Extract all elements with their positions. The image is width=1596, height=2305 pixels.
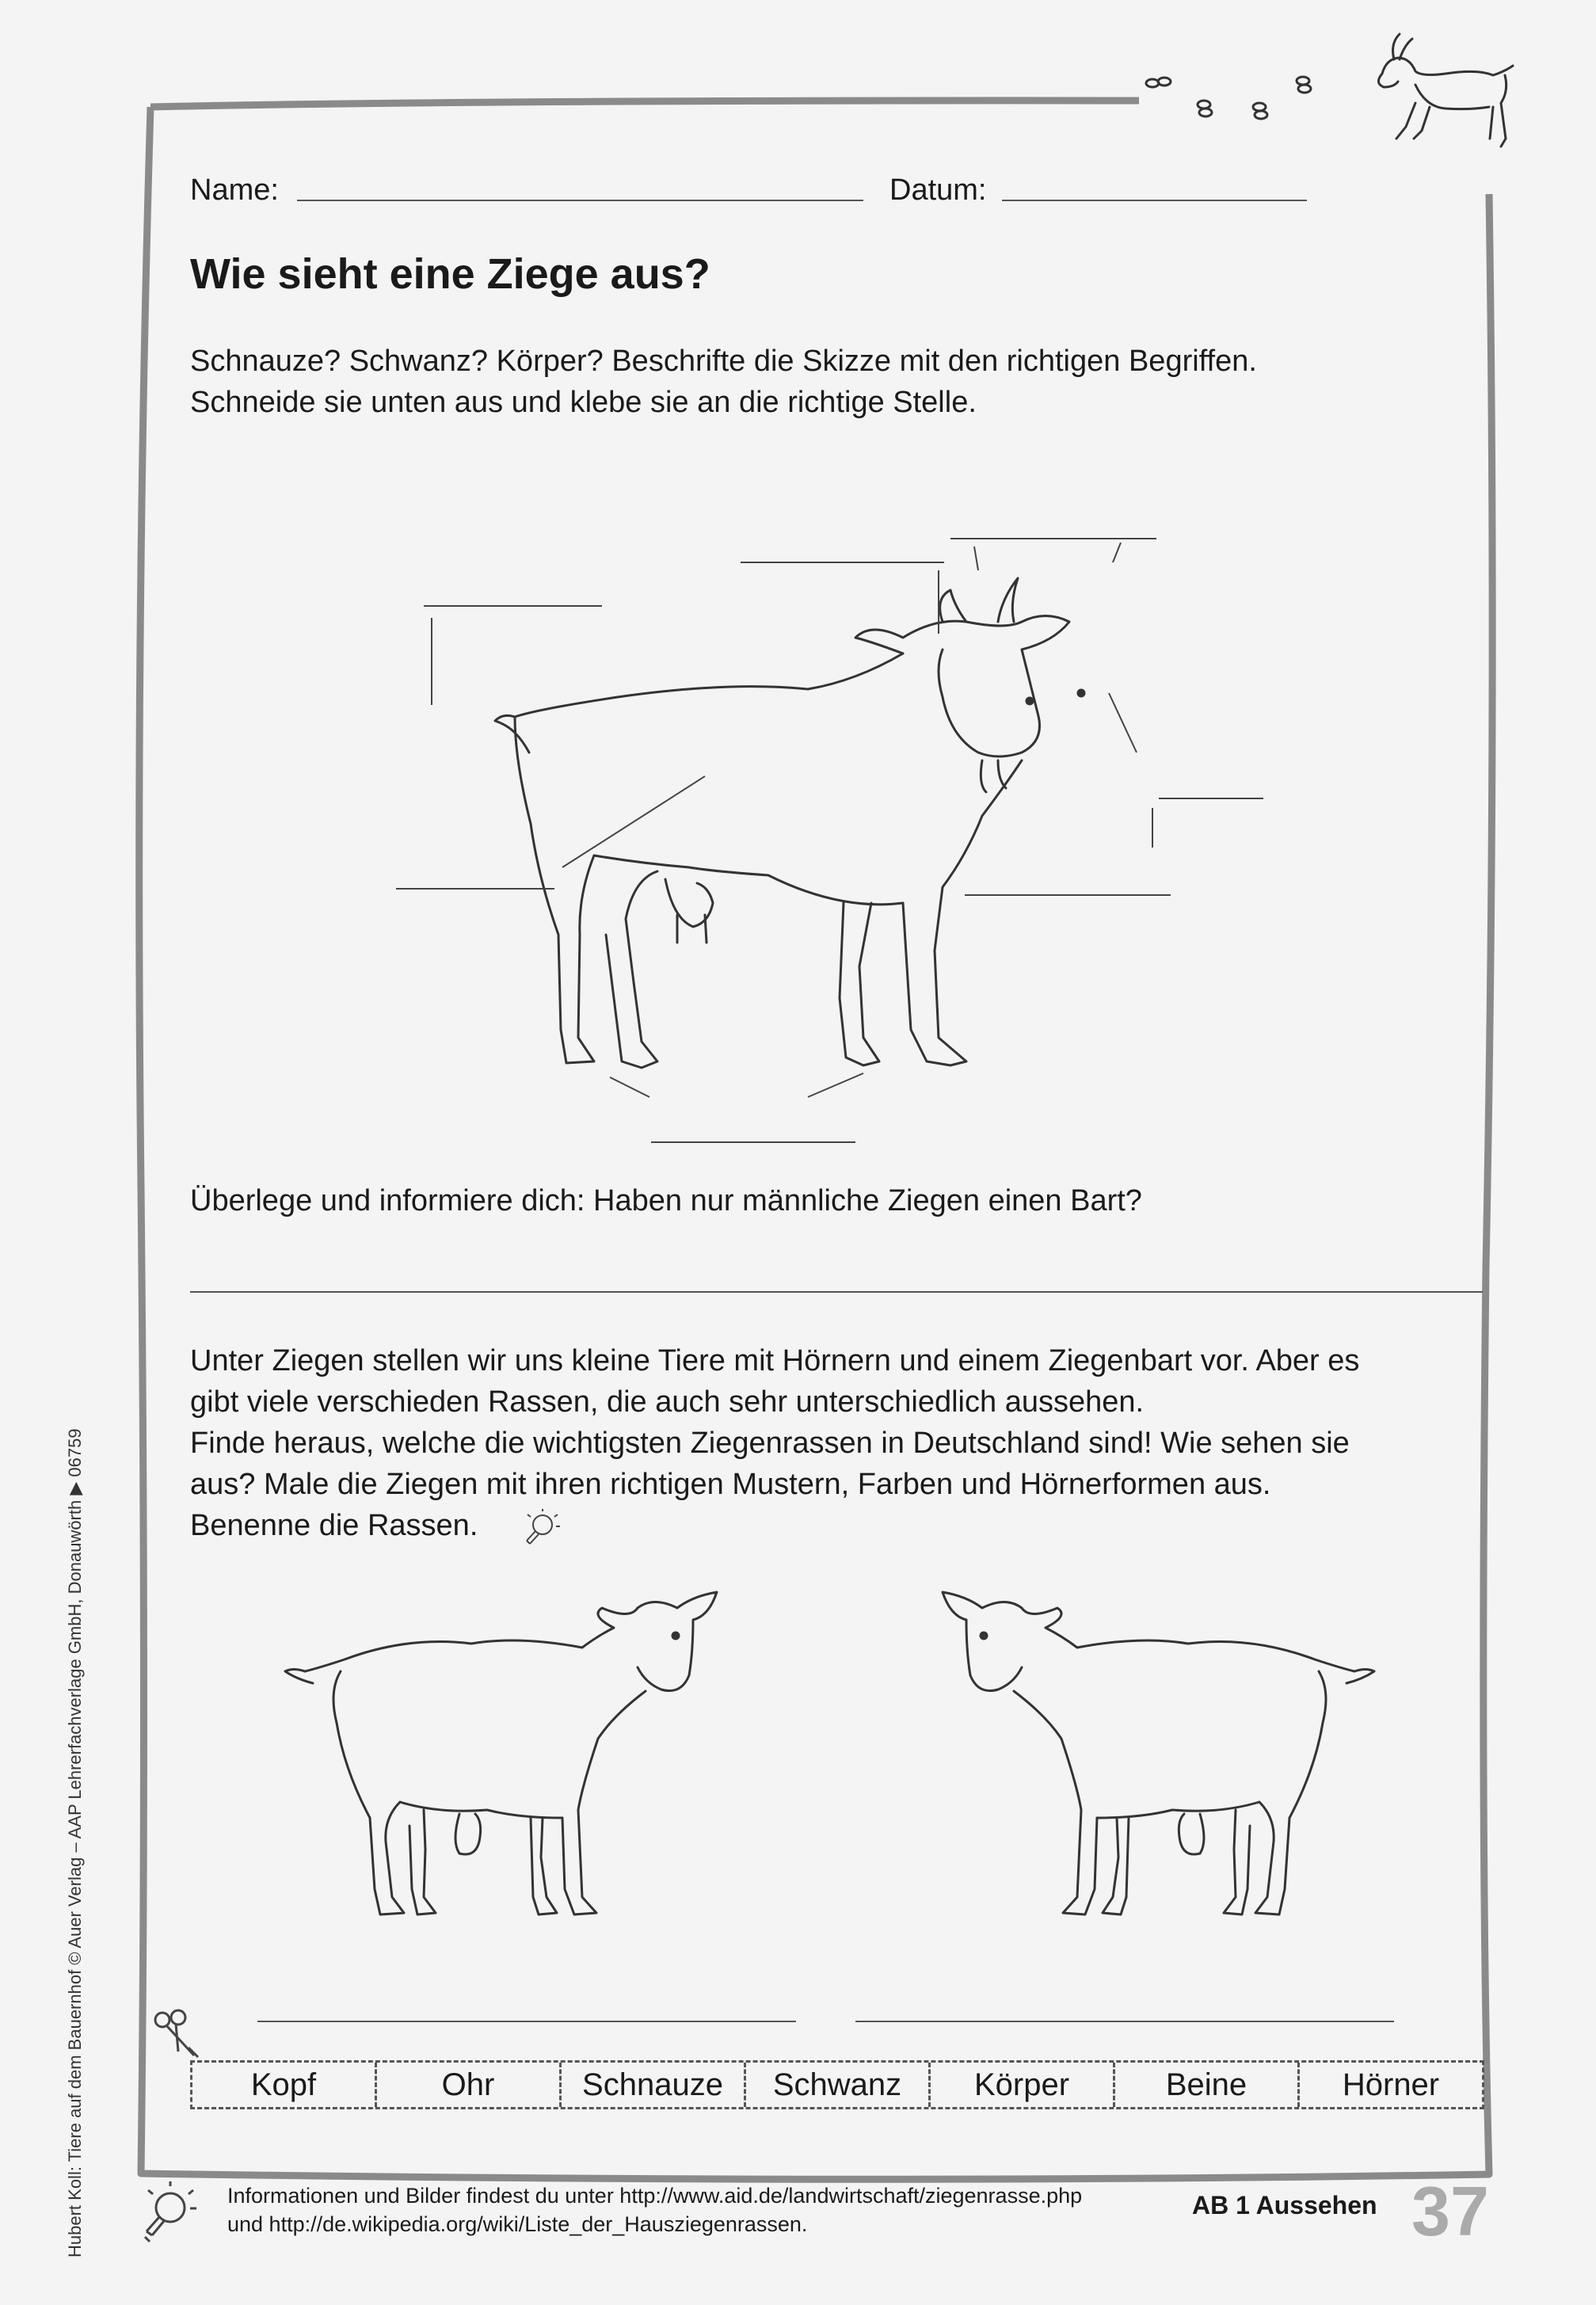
side-copyright: Hubert Koll: Tiere auf dem Bauernhof © Auer Verlag – AAP Lehrerfachverlage GmbH, Donauwörth ▶ 06759 — [65, 1428, 85, 2257]
lightbulb-icon — [131, 2180, 202, 2247]
task2-line2: gibt viele verschieden Rassen, die auch sehr unterschiedlich aussehen. — [190, 1385, 1145, 1419]
cut-word-hoerner[interactable]: Hörner — [1342, 2067, 1440, 2102]
footer-info-line2: und http://de.wikipedia.org/wiki/Liste_der_Hausziegenrassen. — [227, 2212, 808, 2236]
date-field[interactable] — [1002, 200, 1307, 201]
footer-section-label: AB 1 Aussehen — [1192, 2191, 1377, 2219]
cut-out-word-strip — [190, 2060, 1484, 2109]
cut-word-schwanz[interactable]: Schwanz — [746, 2063, 931, 2107]
lightbulb-icon — [515, 1509, 562, 1553]
cut-word-beine[interactable]: Beine — [1115, 2063, 1300, 2107]
cut-word-koerper[interactable]: Körper — [931, 2063, 1115, 2107]
cut-word-schnauze[interactable]: Schnauze — [562, 2063, 746, 2107]
page-title: Wie sieht eine Ziege aus? — [190, 250, 710, 298]
answer-line[interactable] — [190, 1291, 1483, 1293]
task2-line4: aus? Male die Ziegen mit ihren richtigen Mustern, Farben und Hörnerformen aus. — [190, 1468, 1271, 1501]
date-label: Datum: — [889, 173, 987, 207]
hoofprint-icon — [1141, 71, 1362, 127]
cut-word-kopf[interactable]: Kopf — [192, 2063, 377, 2107]
goat-diagram — [396, 523, 1283, 1156]
name-label: Name: — [190, 173, 279, 207]
task2-line1: Unter Ziegen stellen wir uns kleine Tiere mit Hörnern und einem Ziegenbart vor. Aber es — [190, 1344, 1360, 1377]
breed-name-line-right[interactable] — [855, 2021, 1394, 2022]
page-number: 37 — [1411, 2172, 1489, 2250]
task2-line3: Finde heraus, welche die wichtigsten Ziegenrassen in Deutschland sind! Wie sehen sie — [190, 1427, 1350, 1460]
goat-coloring-right[interactable] — [871, 1580, 1378, 1937]
task1-line2: Schneide sie unten aus und klebe sie an die richtige Stelle. — [190, 386, 977, 419]
goat-coloring-left[interactable] — [281, 1580, 788, 1937]
cut-word-ohr[interactable]: Ohr — [377, 2063, 562, 2107]
goat-icon — [1350, 28, 1521, 170]
name-field[interactable] — [297, 200, 863, 201]
scissors-icon — [150, 2008, 206, 2063]
question-text: Überlege und informiere dich: Haben nur männliche Ziegen einen Bart? — [190, 1184, 1142, 1217]
task2-line5: Benenne die Rassen. — [190, 1509, 478, 1542]
task1-line1: Schnauze? Schwanz? Körper? Beschrifte die Skizze mit den richtigen Begriffen. — [190, 345, 1257, 378]
footer-info-line1: Informationen und Bilder findest du unter http://www.aid.de/landwirtschaft/ziegenrasse.php — [227, 2184, 1083, 2208]
breed-name-line-left[interactable] — [257, 2021, 796, 2022]
